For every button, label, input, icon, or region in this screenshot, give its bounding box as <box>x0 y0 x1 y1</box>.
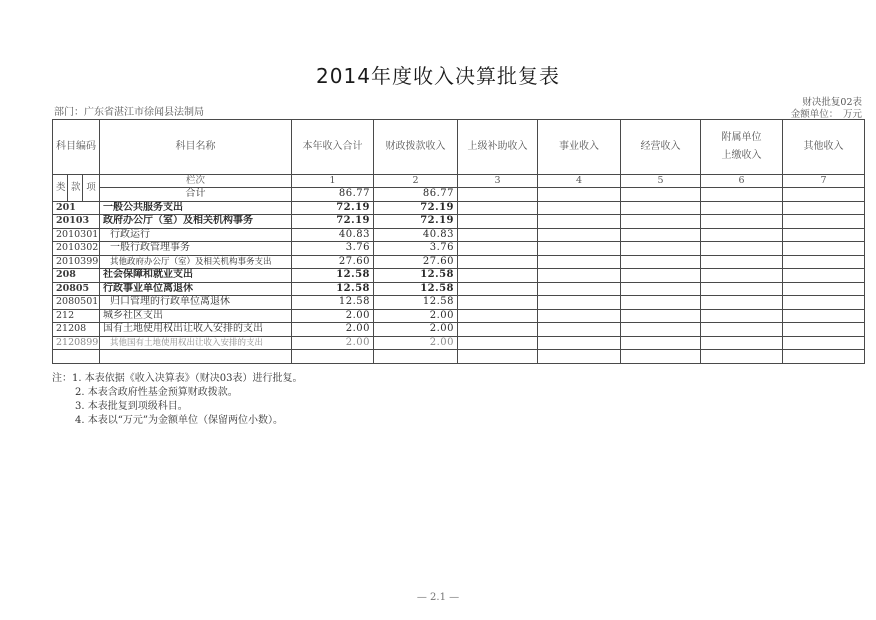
total-income-value: 86.77 <box>292 188 374 202</box>
column-index-row <box>53 175 865 188</box>
total-label: 合计 <box>100 188 292 202</box>
row-fiscal: 2.00 <box>374 309 458 323</box>
header-fiscal-allocation: 财政拨款收入 <box>374 120 458 175</box>
row-fiscal: 40.83 <box>374 228 458 242</box>
header-total-income: 本年收入合计 <box>292 120 374 175</box>
header-other-income: 其他收入 <box>783 120 865 175</box>
row-name: 行政运行 <box>100 228 292 242</box>
col-num-5: 5 <box>621 175 701 188</box>
row-total: 40.83 <box>292 228 374 242</box>
header-column-index: 栏次 <box>100 175 292 188</box>
header-subject-code: 科目编码 <box>53 120 100 175</box>
row-fiscal: 3.76 <box>374 242 458 256</box>
row-total: 27.60 <box>292 255 374 269</box>
page-number: — 2.1 — <box>416 592 460 603</box>
row-name: 社会保障和就业支出 <box>100 269 292 283</box>
header-affiliated-line2: 上缴收入 <box>721 150 762 161</box>
col-num-3: 3 <box>458 175 538 188</box>
header-subject-name: 科目名称 <box>100 120 292 175</box>
row-fiscal: 2.00 <box>374 323 458 337</box>
table-row <box>53 309 865 323</box>
table-row <box>53 269 865 283</box>
row-total: 2.00 <box>292 309 374 323</box>
row-total: 72.19 <box>292 201 374 215</box>
total-row <box>53 188 865 202</box>
col-num-4: 4 <box>538 175 621 188</box>
row-name: 其他政府办公厅（室）及相关机构事务支出 <box>100 255 292 269</box>
row-name: 行政事业单位离退休 <box>100 282 292 296</box>
notes-section <box>52 372 302 428</box>
table-row <box>53 242 865 256</box>
row-code: 208 <box>53 269 100 283</box>
row-code: 2010302 <box>53 242 100 256</box>
table-row <box>53 323 865 337</box>
row-total: 2.00 <box>292 323 374 337</box>
table-row <box>53 336 865 350</box>
header-section: 款 <box>68 175 83 202</box>
col-num-7: 7 <box>783 175 865 188</box>
row-fiscal: 12.58 <box>374 282 458 296</box>
table-row <box>53 255 865 269</box>
col-num-2: 2 <box>374 175 458 188</box>
unit-label: 金额单位： 万元 <box>790 109 862 120</box>
row-code: 212 <box>53 309 100 323</box>
row-total: 3.76 <box>292 242 374 256</box>
note-line: 4. 本表以“万元”为金额单位（保留两位小数）。 <box>75 415 283 426</box>
table-row <box>53 296 865 310</box>
row-name: 城乡社区支出 <box>100 309 292 323</box>
row-total: 72.19 <box>292 215 374 229</box>
header-business-income: 事业收入 <box>538 120 621 175</box>
row-code: 21208 <box>53 323 100 337</box>
row-fiscal: 72.19 <box>374 215 458 229</box>
row-name: 国有土地使用权出让收入安排的支出 <box>100 323 292 337</box>
empty-row <box>53 350 865 364</box>
form-meta <box>791 97 862 121</box>
row-total: 12.58 <box>292 269 374 283</box>
row-fiscal: 2.00 <box>374 336 458 350</box>
header-class: 类 <box>53 175 68 202</box>
department-label: 部门：广东省湛江市徐闻县法制局 <box>54 107 204 118</box>
header-item: 项 <box>83 175 100 202</box>
note-line: 2. 本表含政府性基金预算财政拨款。 <box>75 387 238 398</box>
row-name: 一般公共服务支出 <box>100 201 292 215</box>
header-operating-income: 经营收入 <box>621 120 701 175</box>
income-approval-table <box>52 119 865 364</box>
row-total: 2.00 <box>292 336 374 350</box>
row-code: 201 <box>53 201 100 215</box>
document-title: 2014年度收入决算批复表 <box>316 64 560 88</box>
form-number: 财决批复02表 <box>802 97 862 108</box>
row-name: 政府办公厅（室）及相关机构事务 <box>100 215 292 229</box>
row-name: 其他国有土地使用权出让收入安排的支出 <box>100 336 292 350</box>
col-num-6: 6 <box>701 175 783 188</box>
header-affiliated-income <box>701 120 783 175</box>
table-row <box>53 215 865 229</box>
table-row <box>53 228 865 242</box>
note-line: 3. 本表批复到项级科目。 <box>75 401 188 412</box>
header-row <box>53 120 865 175</box>
row-code: 2080501 <box>53 296 100 310</box>
row-fiscal: 12.58 <box>374 269 458 283</box>
col-num-1: 1 <box>292 175 374 188</box>
row-code: 2120899 <box>53 336 100 350</box>
row-fiscal: 72.19 <box>374 201 458 215</box>
header-affiliated-line1: 附属单位 <box>721 132 762 143</box>
row-name: 归口管理的行政单位离退休 <box>100 296 292 310</box>
header-superior-subsidy: 上级补助收入 <box>458 120 538 175</box>
row-code: 2010301 <box>53 228 100 242</box>
row-total: 12.58 <box>292 296 374 310</box>
note-line: 注：1. 本表依据《收入决算表》（财决03表）进行批复。 <box>52 373 303 384</box>
row-code: 2010399 <box>53 255 100 269</box>
row-code: 20805 <box>53 282 100 296</box>
total-fiscal-value: 86.77 <box>374 188 458 202</box>
row-fiscal: 27.60 <box>374 255 458 269</box>
row-code: 20103 <box>53 215 100 229</box>
row-fiscal: 12.58 <box>374 296 458 310</box>
table-row <box>53 201 865 215</box>
row-name: 一般行政管理事务 <box>100 242 292 256</box>
table-row <box>53 282 865 296</box>
row-total: 12.58 <box>292 282 374 296</box>
